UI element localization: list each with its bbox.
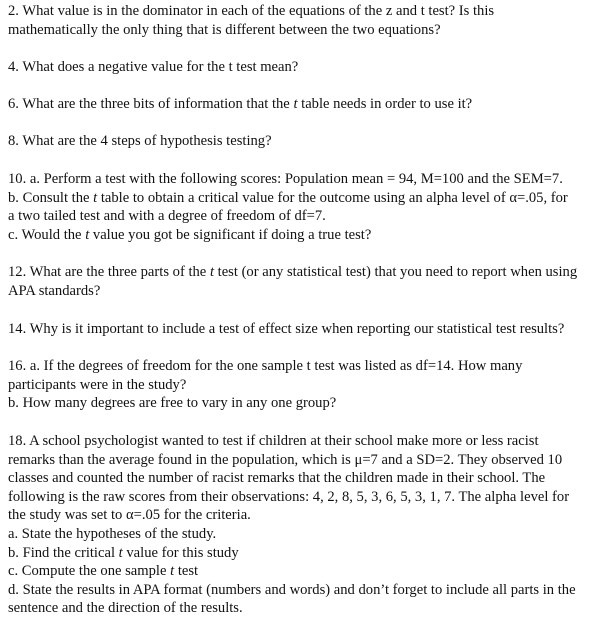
question-18b-text-end: value for this study [122,544,239,561]
question-6 [8,95,602,114]
t-symbol: t [118,544,123,561]
t-symbol: t [209,264,214,280]
question-10-line-2 [8,189,602,208]
question-16 [8,357,602,413]
question-12-line-1 [8,263,602,282]
question-18c-text: c. Compute the one sample [8,563,171,580]
question-10b-text-end: table to obtain a critical value for the outcome using an alpha level of α=.05, for [97,189,568,206]
question-10c-text: c. Would the [8,226,86,243]
t-symbol: t [85,226,90,243]
question-8 [8,132,602,151]
question-18-line-5: the study was set to α=.05 for the criteria. [8,507,251,524]
question-12 [8,263,602,300]
question-18-line-9: d. State the results in APA format (numbers and words) and don’t forget to include all parts in the [8,581,576,598]
question-6-text: 6. What are the three bits of information that the [8,96,294,112]
question-18-line-6: a. State the hypotheses of the study. [8,525,217,542]
question-10-line-3: a two tailed test and with a degree of freedom of df=7. [8,208,326,225]
question-10-line-4 [8,226,602,245]
question-18-line-1: 18. A school psychologist wanted to test if children at their school make more or less racist [8,433,539,449]
question-16-line-2: participants were in the study? [8,376,187,393]
question-18b-text: b. Find the critical [8,544,119,561]
question-16-line-3: b. How many degrees are free to vary in any one group? [8,395,337,412]
question-4-line-1: 4. What does a negative value for the t test mean? [8,59,299,75]
question-10c-text-end: value you got be significant if doing a true test? [89,226,372,243]
question-10-line-1: 10. a. Perform a test with the following scores: Population mean = 94, M=100 and the SEM=7. [8,171,563,187]
question-14 [8,320,602,339]
question-2-line-1: 2. What value is in the dominator in each of the equations of the z and t test? Is this [8,3,495,19]
question-6-line-1 [8,95,602,114]
question-18-line-10: sentence and the direction of the results. [8,600,243,617]
question-18-line-3: classes and counted the number of racist remarks that the children made in their school. The [8,470,546,487]
question-12-text: 12. What are the three parts of the [8,264,210,280]
question-18-line-8 [8,562,602,581]
question-2-line-2: mathematically the only thing that is different between the two equations? [8,21,441,38]
question-10 [8,170,602,244]
t-symbol: t [170,563,175,580]
question-18-line-2: remarks than the average found in the population, which is μ=7 and a SD=2. They observed 10 [8,451,563,468]
question-2 [8,2,602,39]
question-18c-text-end: test [174,563,199,580]
question-18-line-7 [8,544,602,563]
question-18-line-4: following is the raw scores from their observations: 4, 2, 8, 5, 3, 6, 5, 3, 1, 7. The alpha level for [8,488,570,505]
question-14-line-1: 14. Why is it important to include a test of effect size when reporting our statistical test results? [8,321,565,337]
t-symbol: t [293,96,298,112]
question-18 [8,432,602,618]
t-symbol: t [93,189,98,206]
question-12-line-2: APA standards? [8,282,101,299]
question-4 [8,58,602,77]
question-16-line-1: 16. a. If the degrees of freedom for the one sample t test was listed as df=14. How many [8,358,523,374]
question-8-line-1: 8. What are the 4 steps of hypothesis testing? [8,133,272,149]
question-6-text-end: table needs in order to use it? [297,96,473,112]
question-10b-text: b. Consult the [8,189,94,206]
question-12-text-end: test (or any statistical test) that you need to report when using [214,264,578,280]
